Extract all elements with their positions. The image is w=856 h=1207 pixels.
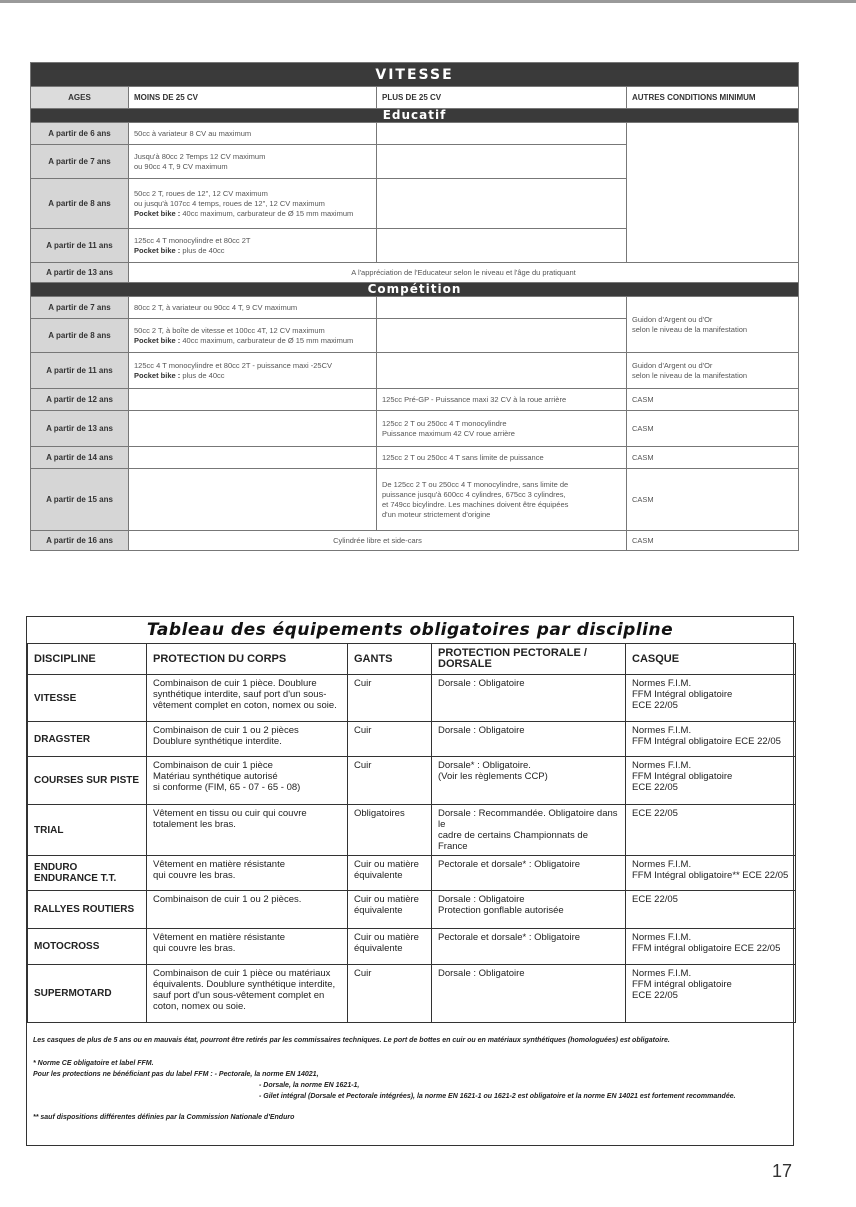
note-gilet: - Gilet intégral (Dorsale et Pectorale intégrées), la norme EN 1621-1 ou 1621-2 est obligatoire et la norme EN 14021 est fortement recommandée. <box>259 1093 736 1100</box>
line: VITESSE <box>34 692 77 704</box>
age-cell: A partir de 11 ans <box>31 229 129 263</box>
table-row <box>31 389 799 411</box>
vitesse-header-row <box>31 87 799 109</box>
line: FFM Intégral obligatoire <box>632 689 733 700</box>
line: qui couvre les bras. <box>153 870 236 881</box>
pectorale-cell <box>432 929 626 965</box>
pocket-text: plus de 40cc <box>182 370 225 380</box>
table-row <box>28 856 796 891</box>
line: qui couvre les bras. <box>153 943 236 954</box>
line: Cuir ou matière <box>354 932 419 943</box>
line: (Voir les règlements CCP) <box>438 771 548 782</box>
line: Normes F.I.M. <box>632 725 692 736</box>
autres-cell <box>627 353 799 389</box>
moins-cell <box>129 319 377 353</box>
gants-cell <box>348 675 432 722</box>
table-row <box>31 531 799 551</box>
age-cell: A partir de 13 ans <box>31 263 129 283</box>
casque-cell <box>626 805 796 856</box>
note-norme-ce: * Norme CE obligatoire et label FFM. <box>33 1060 154 1067</box>
line: FFM Intégral obligatoire ECE 22/05 <box>632 736 781 747</box>
line: DRAGSTER <box>34 733 91 745</box>
line: équivalente <box>354 905 403 916</box>
line: De 125cc 2 T ou 250cc 4 T monocylindre, sans limite de <box>382 479 569 489</box>
plus-cell <box>377 319 627 353</box>
pectorale-cell <box>432 891 626 929</box>
table-row <box>31 263 799 283</box>
note-dorsale: - Dorsale, la norme EN 1621-1, <box>259 1082 360 1089</box>
equipements-header-row <box>28 644 796 675</box>
casque-cell <box>626 891 796 929</box>
plus-cell <box>377 469 627 531</box>
line: puissance jusqu'à 600cc 4 cylindres, 675cc 3 cylindres, <box>382 489 566 499</box>
line: ECE 22/05 <box>632 990 678 1001</box>
span-cell: Cylindrée libre et side-cars <box>129 531 627 551</box>
table-row <box>31 123 799 145</box>
header-ages: AGES <box>31 87 129 109</box>
line: sauf port d'un sous-vêtement complet en <box>153 990 325 1001</box>
equipements-table <box>27 643 796 1023</box>
line: Normes F.I.M. <box>632 678 692 689</box>
page-number: 17 <box>772 1161 793 1181</box>
discipline-cell <box>28 856 147 891</box>
note-label-ffm: Pour les protections ne bénéficiant pas du label FFM : - Pectorale, la norme EN 14021, <box>33 1071 319 1078</box>
note-casques: Les casques de plus de 5 ans ou en mauvais état, pourront être retirés par les commissaires techniques. Le port de bottes en cuir ou en matériaux synthétiques (homologuées) est obligatoire. <box>33 1037 670 1044</box>
line: Vêtement en matière résistante <box>153 859 286 870</box>
header-gants: GANTS <box>348 644 432 675</box>
autres-cell: CASM <box>627 447 799 469</box>
line: Dorsale : Obligatoire <box>438 968 525 979</box>
autres-cell: CASM <box>627 389 799 411</box>
line: RALLYES ROUTIERS <box>34 904 135 915</box>
gants-cell <box>348 929 432 965</box>
line: Combinaison de cuir 1 pièce. Doublure <box>153 678 317 689</box>
plus-cell <box>377 297 627 319</box>
autres-cell <box>627 297 799 353</box>
line: MOTOCROSS <box>34 941 100 952</box>
line: FFM Intégral obligatoire <box>632 771 733 782</box>
plus-cell <box>377 353 627 389</box>
gants-cell <box>348 965 432 1023</box>
line: Jusqu'à 80cc 2 Temps 12 CV maximum <box>134 151 266 161</box>
line: selon le niveau de la manifestation <box>632 324 748 334</box>
header-protection-corps: PROTECTION DU CORPS <box>147 644 348 675</box>
line: Combinaison de cuir 1 ou 2 pièces. <box>153 894 302 905</box>
table-row <box>31 411 799 447</box>
line: Obligatoires <box>354 808 405 819</box>
line: 50cc 2 T, à boîte de vitesse et 100cc 4T, 12 CV maximum <box>134 325 325 335</box>
plus-cell: 125cc Pré-GP - Puissance maxi 32 CV à la roue arrière <box>377 389 627 411</box>
line: Cuir <box>354 725 372 736</box>
line: si conforme (FIM, 65 - 07 - 65 - 08) <box>153 782 301 793</box>
autres-cell: CASM <box>627 531 799 551</box>
line: 125cc 2 T ou 250cc 4 T monocylindre <box>382 418 507 428</box>
casque-cell <box>626 757 796 805</box>
line: d'un moteur strictement d'origine <box>382 509 491 519</box>
corps-cell <box>147 929 348 965</box>
line: équivalents. Doublure synthétique interdite, <box>153 979 336 990</box>
line: Guidon d'Argent ou d'Or <box>632 360 713 370</box>
scan-edge <box>0 0 856 3</box>
line: Dorsale : Recommandée. Obligatoire dans le <box>438 808 618 830</box>
casque-cell <box>626 965 796 1023</box>
discipline-cell <box>28 891 147 929</box>
line: FFM Intégral obligatoire** ECE 22/05 <box>632 870 789 881</box>
table-row <box>31 469 799 531</box>
line: ou jusqu'à 107cc 4 temps, roues de 12", 12 CV maximum <box>134 198 325 208</box>
line: ENDURO <box>34 862 78 873</box>
table-row <box>31 353 799 389</box>
casque-cell <box>626 675 796 722</box>
line: Puissance maximum 42 CV roue arrière <box>382 428 515 438</box>
pocket-text: plus de 40cc <box>182 245 225 255</box>
pectorale-cell <box>432 757 626 805</box>
moins-cell <box>129 447 377 469</box>
header-plus-25cv: PLUS DE 25 CV <box>377 87 627 109</box>
age-cell: A partir de 13 ans <box>31 411 129 447</box>
line: TRIAL <box>34 824 64 836</box>
line: Matériau synthétique autorisé <box>153 771 278 782</box>
line: ENDURANCE T.T. <box>34 873 117 884</box>
line: Combinaison de cuir 1 ou 2 pièces <box>153 725 299 736</box>
equipements-body <box>28 675 796 1023</box>
header-moins-25cv: MOINS DE 25 CV <box>129 87 377 109</box>
line: cadre de certains Championnats de France <box>438 830 588 852</box>
line: SUPERMOTARD <box>34 988 112 999</box>
line: Cuir <box>354 760 372 771</box>
age-cell: A partir de 15 ans <box>31 469 129 531</box>
moins-cell <box>129 389 377 411</box>
table-row <box>28 805 796 856</box>
line: Dorsale : Obligatoire <box>438 894 525 905</box>
line: 125cc 4 T monocylindre et 80cc 2T <box>134 235 251 245</box>
discipline-cell <box>28 675 147 722</box>
table-row <box>28 757 796 805</box>
corps-cell <box>147 805 348 856</box>
table-row <box>28 929 796 965</box>
table-row <box>31 297 799 319</box>
autres-cell: CASM <box>627 469 799 531</box>
line: FFM intégral obligatoire ECE 22/05 <box>632 943 781 954</box>
discipline-cell <box>28 965 147 1023</box>
line: ou 90cc 4 T, 9 CV maximum <box>134 161 228 171</box>
gants-cell <box>348 722 432 757</box>
line: Vêtement en tissu ou cuir qui couvre <box>153 808 307 819</box>
line: Normes F.I.M. <box>632 968 692 979</box>
line: Cuir <box>354 678 372 689</box>
age-cell: A partir de 12 ans <box>31 389 129 411</box>
plus-cell <box>377 145 627 179</box>
line: coton, nomex ou soie. <box>153 1001 246 1012</box>
line: Cuir ou matière <box>354 859 419 870</box>
age-cell: A partir de 16 ans <box>31 531 129 551</box>
line: Dorsale : Obligatoire <box>438 678 525 689</box>
line: vêtement complet en coton, nomex ou soie. <box>153 700 337 711</box>
line: Dorsale* : Obligatoire. <box>438 760 531 771</box>
moins-cell <box>129 179 377 229</box>
table-row <box>28 891 796 929</box>
pectorale-cell <box>432 856 626 891</box>
line: ECE 22/05 <box>632 782 678 793</box>
pocket-label: Pocket bike : <box>134 370 181 380</box>
age-cell: A partir de 7 ans <box>31 145 129 179</box>
table-row <box>28 722 796 757</box>
equipements-title: Tableau des équipements obligatoires par discipline <box>146 620 674 640</box>
line: Pectorale et dorsale* : Obligatoire <box>438 859 581 870</box>
span-cell: A l'appréciation de l'Educateur selon le niveau et l'âge du pratiquant <box>129 263 799 283</box>
line: ECE 22/05 <box>632 808 678 819</box>
pocket-text: 40cc maximum, carburateur de Ø 15 mm maximum <box>182 335 354 345</box>
pocket-label: Pocket bike : <box>134 335 181 345</box>
moins-cell: 80cc 2 T, à variateur ou 90cc 4 T, 9 CV maximum <box>129 297 377 319</box>
line: Protection gonflable autorisée <box>438 905 564 916</box>
line: Cuir ou matière <box>354 894 419 905</box>
line: Vêtement en matière résistante <box>153 932 286 943</box>
gants-cell <box>348 856 432 891</box>
casque-cell <box>626 856 796 891</box>
line: Doublure synthétique interdite. <box>153 736 282 747</box>
discipline-cell <box>28 722 147 757</box>
moins-cell: 50cc à variateur 8 CV au maximum <box>129 123 377 145</box>
line: Normes F.I.M. <box>632 932 692 943</box>
corps-cell <box>147 856 348 891</box>
gants-cell <box>348 891 432 929</box>
corps-cell <box>147 965 348 1023</box>
header-casque: CASQUE <box>626 644 796 675</box>
casque-cell <box>626 929 796 965</box>
header-autres-conditions: AUTRES CONDITIONS MINIMUM <box>627 87 799 109</box>
competition-title: Compétition <box>31 283 799 297</box>
note-enduro: ** sauf dispositions différentes définies par la Commission Nationale d'Enduro <box>33 1114 295 1121</box>
table-row <box>28 965 796 1023</box>
line: Cuir <box>354 968 372 979</box>
age-cell: A partir de 6 ans <box>31 123 129 145</box>
line: Combinaison de cuir 1 pièce ou matériaux <box>153 968 331 979</box>
plus-cell <box>377 411 627 447</box>
line: Pectorale et dorsale* : Obligatoire <box>438 932 581 943</box>
line: selon le niveau de la manifestation <box>632 370 748 380</box>
equipements-box <box>26 616 794 1146</box>
line: 50cc 2 T, roues de 12", 12 CV maximum <box>134 188 268 198</box>
line: Dorsale : Obligatoire <box>438 725 525 736</box>
moins-cell <box>129 411 377 447</box>
age-cell: A partir de 11 ans <box>31 353 129 389</box>
moins-cell <box>129 353 377 389</box>
pectorale-cell <box>432 805 626 856</box>
corps-cell <box>147 757 348 805</box>
line: synthétique interdite, sauf port d'un sous- <box>153 689 327 700</box>
line: et 749cc bicylindre. Les machines doivent être équipées <box>382 499 569 509</box>
age-cell: A partir de 8 ans <box>31 179 129 229</box>
line: Normes F.I.M. <box>632 760 692 771</box>
pocket-label: Pocket bike : <box>134 245 181 255</box>
plus-cell <box>377 229 627 263</box>
plus-cell <box>377 179 627 229</box>
corps-cell <box>147 675 348 722</box>
vitesse-table <box>30 62 799 551</box>
line: équivalente <box>354 943 403 954</box>
pocket-text: 40cc maximum, carburateur de Ø 15 mm maximum <box>182 208 354 218</box>
corps-cell <box>147 722 348 757</box>
casque-cell <box>626 722 796 757</box>
autres-cell: CASM <box>627 411 799 447</box>
pocket-label: Pocket bike : <box>134 208 181 218</box>
gants-cell <box>348 757 432 805</box>
age-cell: A partir de 8 ans <box>31 319 129 353</box>
vitesse-title: VITESSE <box>31 63 799 87</box>
age-cell: A partir de 14 ans <box>31 447 129 469</box>
pectorale-cell <box>432 675 626 722</box>
pectorale-cell <box>432 722 626 757</box>
line: FFM intégral obligatoire <box>632 979 732 990</box>
line: COURSES SUR PISTE <box>34 775 140 786</box>
header-protection-pectorale: PROTECTION PECTORALE / DORSALE <box>432 644 626 675</box>
discipline-cell <box>28 805 147 856</box>
pectorale-cell <box>432 965 626 1023</box>
age-cell: A partir de 7 ans <box>31 297 129 319</box>
line: équivalente <box>354 870 403 881</box>
discipline-cell <box>28 929 147 965</box>
line: ECE 22/05 <box>632 894 678 905</box>
corps-cell <box>147 891 348 929</box>
line: ECE 22/05 <box>632 700 678 711</box>
header-discipline: DISCIPLINE <box>28 644 147 675</box>
table-row <box>28 675 796 722</box>
gants-cell <box>348 805 432 856</box>
autres-cell <box>627 123 799 263</box>
plus-cell: 125cc 2 T ou 250cc 4 T sans limite de puissance <box>377 447 627 469</box>
line: Guidon d'Argent ou d'Or <box>632 314 713 324</box>
line: Combinaison de cuir 1 pièce <box>153 760 273 771</box>
plus-cell <box>377 123 627 145</box>
educatif-title: Educatif <box>31 109 799 123</box>
discipline-cell <box>28 757 147 805</box>
table-row <box>31 447 799 469</box>
moins-cell <box>129 145 377 179</box>
line: Normes F.I.M. <box>632 859 692 870</box>
line: 125cc 4 T monocylindre et 80cc 2T - puissance maxi -25CV <box>134 360 333 370</box>
moins-cell <box>129 229 377 263</box>
line: totalement les bras. <box>153 819 236 830</box>
moins-cell <box>129 469 377 531</box>
notes <box>33 1035 789 1123</box>
